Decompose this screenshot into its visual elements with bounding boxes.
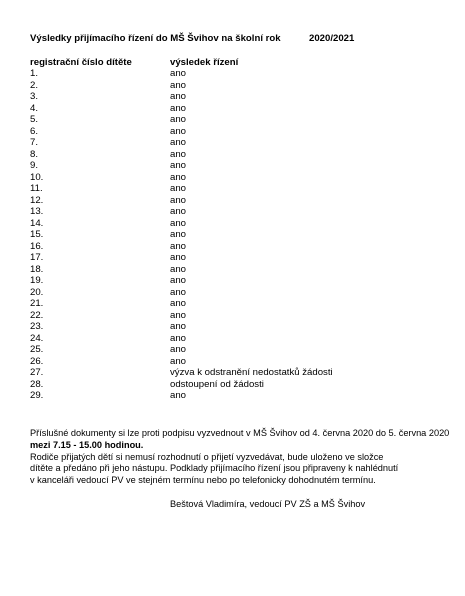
result-value: ano: [170, 390, 187, 401]
result-value: výzva k odstranění nedostatků žádosti: [170, 367, 333, 378]
list-item: [0, 390, 465, 402]
registration-number: 7.: [30, 137, 39, 148]
result-value: ano: [170, 148, 187, 160]
result-value: ano: [170, 298, 187, 309]
list-item: [0, 68, 465, 80]
registration-number: 24.: [30, 332, 44, 344]
column-header-registration-number: registrační číslo dítěte: [30, 57, 132, 68]
registration-number: 12.: [30, 194, 44, 206]
column-header-result: výsledek řízení: [170, 57, 239, 68]
list-item: [0, 241, 465, 253]
school-year: 2020/2021: [309, 33, 355, 44]
list-item: [0, 103, 465, 115]
result-value: ano: [170, 183, 187, 194]
registration-number: 18.: [30, 263, 44, 275]
registration-number: 26.: [30, 355, 44, 367]
result-value: ano: [170, 217, 187, 229]
list-item: [0, 160, 465, 172]
registration-number: 14.: [30, 217, 44, 229]
result-value: ano: [170, 114, 187, 125]
result-value: ano: [170, 137, 187, 148]
list-item: [0, 379, 465, 391]
result-value: ano: [170, 194, 187, 206]
registration-number: 17.: [30, 252, 44, 263]
list-item: [0, 321, 465, 333]
list-item: [0, 344, 465, 356]
registration-number: 25.: [30, 344, 44, 355]
list-item: [0, 218, 465, 230]
registration-number: 8.: [30, 148, 39, 160]
list-item: [0, 298, 465, 310]
result-value: ano: [170, 91, 187, 102]
result-value: ano: [170, 309, 187, 321]
list-item: [0, 356, 465, 368]
list-item: [0, 195, 465, 207]
registration-number: 15.: [30, 229, 44, 240]
list-item: [0, 149, 465, 161]
result-value: ano: [170, 252, 187, 263]
result-value: ano: [170, 171, 187, 183]
result-value: odstoupení od žádosti: [170, 378, 264, 390]
list-item: [0, 275, 465, 287]
result-value: ano: [170, 68, 187, 79]
registration-number: 3.: [30, 91, 39, 102]
list-item: [0, 287, 465, 299]
registration-number: 20.: [30, 286, 44, 298]
registration-number: 22.: [30, 309, 44, 321]
registration-number: 11.: [30, 183, 43, 194]
registration-number: 4.: [30, 102, 39, 114]
document-title: Výsledky přijímacího řízení do MŠ Švihov na školní rok: [30, 33, 281, 44]
list-item: [0, 91, 465, 103]
registration-number: 1.: [30, 68, 39, 79]
registration-number: 2.: [30, 79, 39, 91]
result-value: ano: [170, 229, 187, 240]
notes-block: [30, 428, 460, 487]
list-item: [0, 333, 465, 345]
registration-number: 28.: [30, 378, 44, 390]
list-item: [0, 183, 465, 195]
registration-number: 27.: [30, 367, 44, 378]
list-item: [0, 367, 465, 379]
result-value: ano: [170, 160, 187, 171]
registration-number: 13.: [30, 206, 44, 217]
result-value: ano: [170, 240, 187, 252]
list-item: [0, 80, 465, 92]
notes-line: Rodiče přijatých dětí si nemusí rozhodnutí o přijetí vyzvedávat, bude uloženo ve složce: [30, 451, 384, 462]
list-item: [0, 114, 465, 126]
registration-number: 16.: [30, 240, 44, 252]
result-value: ano: [170, 286, 187, 298]
result-value: ano: [170, 79, 187, 91]
result-value: ano: [170, 263, 187, 275]
list-item: [0, 172, 465, 184]
result-value: ano: [170, 102, 187, 114]
list-item: [0, 252, 465, 264]
notes-line: dítěte a předáno při jeho nástupu. Podklady přijímacího řízení jsou připraveny k nahlédnutí: [30, 463, 399, 474]
list-item: [0, 310, 465, 322]
registration-number: 9.: [30, 160, 39, 171]
result-value: ano: [170, 206, 187, 217]
registration-number: 29.: [30, 390, 44, 401]
list-item: [0, 126, 465, 138]
list-item: [0, 137, 465, 149]
registration-number: 5.: [30, 114, 39, 125]
result-value: ano: [170, 344, 187, 355]
notes-line: Příslušné dokumenty si lze proti podpisu vyzvednout v MŠ Švihov od 4. června 2020 do 5. června 2020: [30, 428, 450, 438]
registration-number: 19.: [30, 275, 44, 286]
result-value: ano: [170, 332, 187, 344]
notes-line: v kanceláři vedoucí PV ve stejném termínu nebo po telefonicky dohodnutém termínu.: [30, 475, 376, 486]
result-value: ano: [170, 275, 187, 286]
results-list: [0, 68, 465, 402]
registration-number: 23.: [30, 321, 44, 332]
registration-number: 21.: [30, 298, 44, 309]
registration-number: 6.: [30, 125, 39, 137]
list-item: [0, 229, 465, 241]
signature: Beštová Vladimíra, vedoucí PV ZŠ a MŠ Švihov: [170, 499, 366, 509]
result-value: ano: [170, 321, 187, 332]
list-item: [0, 264, 465, 276]
notes-line-hours: mezi 7.15 - 15.00 hodinou.: [30, 439, 144, 450]
registration-number: 10.: [30, 171, 44, 183]
result-value: ano: [170, 355, 187, 367]
list-item: [0, 206, 465, 218]
result-value: ano: [170, 125, 187, 137]
